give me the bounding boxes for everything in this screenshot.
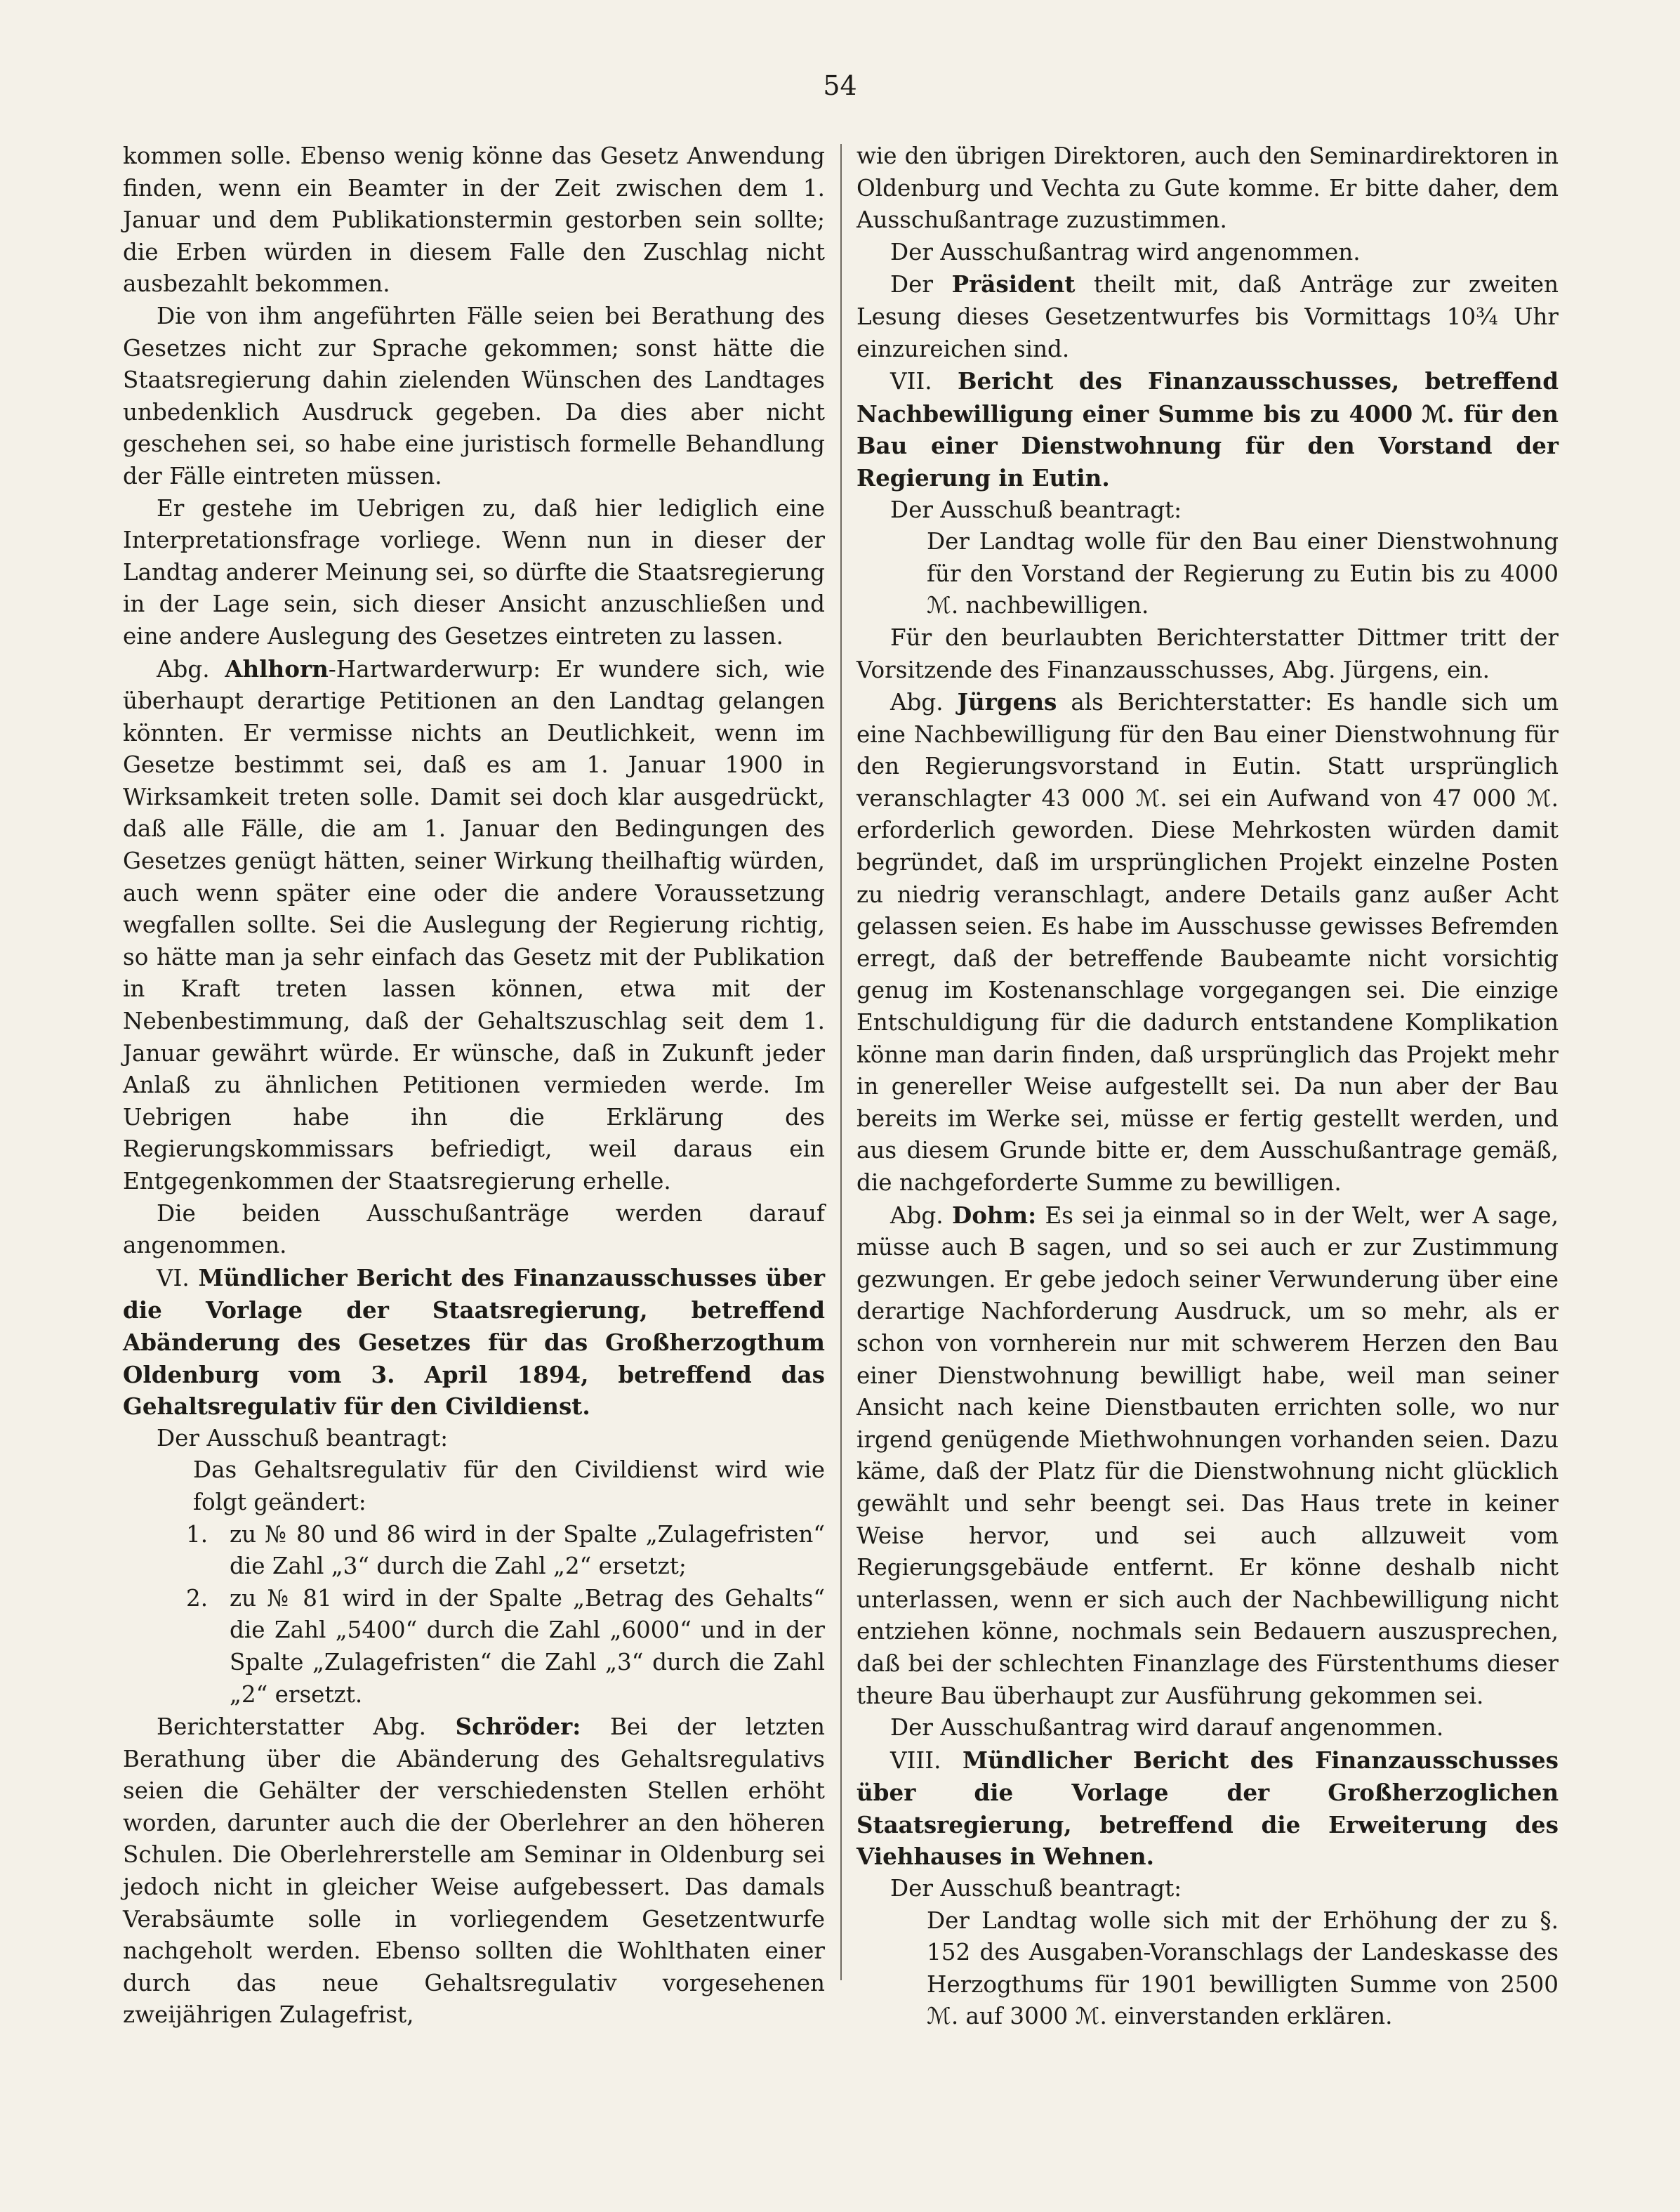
paragraph: Die beiden Ausschußanträge werden darauf angenommen. <box>123 1199 825 1259</box>
paragraph: kommen solle. Ebenso wenig könne das Gesetz Anwendung finden, wenn ein Beamter in der Zeit zwischen dem 1. Januar und dem Publikationstermin gestorben sein sollte; die Erben würden in diesem Falle den Zuschlag nicht ausbezahlt bekommen. <box>123 143 825 298</box>
list-item <box>123 1519 825 1583</box>
speaker-name: Jürgens <box>957 688 1057 716</box>
section-title: Bericht des Finanzausschusses, betreffend Nachbewilligung einer Summe bis zu 4000 ℳ. für den Bau einer Dienstwohnung für den Vorstand der Regierung in Eutin. <box>856 367 1559 492</box>
paragraph: Für den beurlaubten Berichterstatter Dittmer tritt der Vorsitzende des Finanzausschusses, Abg. Jürgens, ein. <box>856 624 1559 683</box>
section-number: VIII. <box>890 1746 941 1774</box>
speaker-name: Dohm: <box>951 1201 1037 1229</box>
item-number: 2. <box>186 1584 209 1612</box>
speaker-prefix: Abg. <box>890 1202 952 1229</box>
section-number: VII. <box>890 368 932 395</box>
speaker-prefix: Abg. <box>157 655 225 683</box>
item-number: 1. <box>186 1520 209 1548</box>
speech-text: Bei der letzten Berathung über die Abänderung des Gehaltsregulativs seien die Gehälter der verschiedensten Stellen erhöht worden, darunter auch die der Oberlehrer an den höheren Schulen. Die Oberlehrerstelle am Seminar in Oldenburg sei jedoch nicht in gleicher Weise aufgebessert. Das damals Verabsäumte solle in vorliegendem Gesetzentwurfe nachgeholt werden. Ebenso sollten die Wohlthaten einer durch das neue Gehaltsregulativ vorgesehenen zweijährigen Zulagefrist, <box>123 1713 825 2029</box>
paragraph-praesident <box>856 268 1559 365</box>
speech-text: als Berichterstatter: Es handle sich um eine Nachbewilligung für den Bau einer Dienstwohnung für den Regierungsvorstand in Eutin. Statt ursprünglich veranschlagter 43 000 ℳ. sei ein Aufwand von 47 000 ℳ. erforderlich geworden. Diese Mehrkosten würden damit begründet, daß im ursprünglichen Projekt einzelne Posten zu niedrig veranschlagt, andere Details ganz außer Acht gelassen seien. Es habe im Ausschusse gewisses Befremden erregt, daß der betreffende Baubeamte nicht vorsichtig genug im Kostenanschlage vorgegangen sei. Die einzige Entschuldigung für die dadurch entstandene Komplikation könne man darin finden, daß ursprünglich das Projekt mehr in genereller Weise aufgestellt sei. Da nun aber der Bau bereits im Werke sei, müsse er fertig gestellt werden, und aus diesem Grunde bitte er, dem Ausschußantrage gemäß, die nachgeforderte Summe zu bewilligen. <box>856 689 1559 1196</box>
section-heading-vi <box>123 1262 825 1423</box>
left-column <box>123 140 825 2032</box>
right-column <box>856 140 1559 2033</box>
paragraph-schroeder <box>123 1711 825 2032</box>
speech-text: theilt mit, daß Anträge zur zweiten Lesung dieses Gesetzentwurfes bis Vormittags 10¾ Uhr einzureichen sind. <box>856 271 1559 362</box>
motion-lead: Der Ausschuß beantragt: <box>157 1424 449 1451</box>
page-number: 54 <box>823 70 857 101</box>
paragraph: Er gestehe im Uebrigen zu, daß hier lediglich eine Interpretationsfrage vorliege. Wenn nun in dieser der Landtag anderer Meinung sei, so dürfte die Staatsregierung in der Lage sein, sich dieser Ansicht anzuschließen und eine andere Auslegung des Gesetzes eintreten zu lassen. <box>123 494 825 650</box>
list-item <box>123 1583 825 1711</box>
paragraph: Die von ihm angeführten Fälle seien bei Berathung des Gesetzes nicht zur Sprache gekommen; sonst hätte die Staatsregierung dahin zielenden Wünschen des Landtages unbedenklich Ausdruck gegeben. Da dies aber nicht geschehen sei, so habe eine juristisch formelle Behandlung der Fälle eintreten müssen. <box>123 302 825 489</box>
speech-text: -Hartwarderwurp: Er wundere sich, wie überhaupt derartige Petitionen an den Landtag gelangen könnten. Er vermisse nichts an Deutlichkeit, wenn im Gesetze bestimmt sei, daß es am 1. Januar 1900 in Wirksamkeit treten solle. Damit sei doch klar ausgedrückt, daß alle Fälle, die am 1. Januar den Bedingungen des Gesetzes genügt hätten, seiner Wirkung theilhaftig würden, auch wenn später eine oder die andere Voraussetzung wegfallen sollte. Sei die Auslegung der Regierung richtig, so hätte man ja sehr einfach das Gesetz mit der Publikation in Kraft treten lassen können, etwa mit der Nebenbestimmung, daß der Gehaltszuschlag seit dem 1. Januar gewährt würde. Er wünsche, daß in Zukunft jeder Anlaß zu ähnlichen Petitionen vermieden werde. Im Uebrigen habe ihn die Erklärung des Regierungskommissars befriedigt, weil daraus ein Entgegenkommen der Staatsregierung erhelle. <box>123 655 825 1194</box>
speaker-name: Ahlhorn <box>225 654 329 683</box>
section-title: Mündlicher Bericht des Finanzausschusses über die Vorlage der Staatsregierung, betreffend Abänderung des Gesetzes für das Großherzogthum Oldenburg vom 3. April 1894, betreffend das Gehaltsregulativ für den Civildienst. <box>123 1263 825 1421</box>
paragraph-juergens <box>856 686 1559 1199</box>
speaker-name: Schröder: <box>455 1713 581 1741</box>
section-title: Mündlicher Bericht des Finanzausschusses über die Vorlage der Großherzoglichen Staatsregierung, betreffend die Erweiterung des Viehhauses in Wehnen. <box>856 1746 1559 1871</box>
section-heading-viii <box>856 1744 1559 1873</box>
motion-body: Das Gehaltsregulativ für den Civildienst wird wie folgt geändert: <box>193 1456 825 1515</box>
speaker-prefix: Der <box>890 271 952 298</box>
speaker-prefix: Abg. <box>890 689 958 716</box>
motion-body: Der Landtag wolle für den Bau einer Dienstwohnung für den Vorstand der Regierung zu Eutin bis zu 4000 ℳ. nachbewilligen. <box>927 528 1559 619</box>
motion-lead: Der Ausschuß beantragt: <box>890 496 1182 523</box>
column-divider <box>840 144 842 1980</box>
motion-body: Der Landtag wolle sich mit der Erhöhung der zu §. 152 des Ausgaben-Voranschlags der Landeskasse des Herzogthums für 1901 bewilligten Summe von 2500 ℳ. auf 3000 ℳ. einverstanden erklären. <box>927 1907 1559 2030</box>
item-text: zu № 80 und 86 wird in der Spalte „Zulagefristen“ die Zahl „3“ durch die Zahl „2“ ersetzt; <box>230 1520 825 1580</box>
paragraph: Der Ausschußantrag wird angenommen. <box>890 238 1361 265</box>
speaker-name: Präsident <box>951 270 1076 298</box>
speech-text: Es sei ja einmal so in der Welt, wer A sage, müsse auch B sagen, und so sei auch er zur Zustimmung gezwungen. Er gebe jedoch seiner Verwunderung über eine derartige Nachforderung Ausdruck, um so mehr, als er schon von vornherein nur mit schwerem Herzen den Bau einer Dienstwohnung bewilligt habe, weil man seiner Ansicht nach keine Dienstbauten errichten solle, wo nur irgend genügende Miethwohnungen vorhanden seien. Dazu käme, daß der Platz für die Dienstwohnung nicht glücklich gewählt und sehr beengt sei. Das Haus trete in keiner Weise hervor, und sei auch allzuweit vom Regierungsgebäude entfernt. Er könne deshalb nicht unterlassen, wenn er sich auch der Nachbewilligung nicht entziehen könne, nochmals sein Bedauern auszusprechen, daß bei der schlechten Finanzlage des Fürstenthums dieser theure Bau überhaupt zur Ausführung gekommen sei. <box>856 1202 1559 1709</box>
section-heading-vii <box>856 365 1559 494</box>
section-number: VI. <box>157 1264 190 1291</box>
item-text: zu № 81 wird in der Spalte „Betrag des Gehalts“ die Zahl „5400“ durch die Zahl „6000“ und in der Spalte „Zulagefristen“ die Zahl „3“ durch die Zahl „2“ ersetzt. <box>230 1584 825 1708</box>
speaker-prefix: Berichterstatter Abg. <box>157 1713 456 1741</box>
paragraph-ahlhorn <box>123 653 825 1198</box>
paragraph: wie den übrigen Direktoren, auch den Seminardirektoren in Oldenburg und Vechta zu Gute komme. Er bitte daher, dem Ausschußantrage zuzustimmen. <box>856 143 1559 234</box>
paragraph-dohm <box>856 1199 1559 1713</box>
motion-lead: Der Ausschuß beantragt: <box>890 1875 1182 1902</box>
paragraph: Der Ausschußantrag wird darauf angenommen. <box>890 1714 1444 1742</box>
